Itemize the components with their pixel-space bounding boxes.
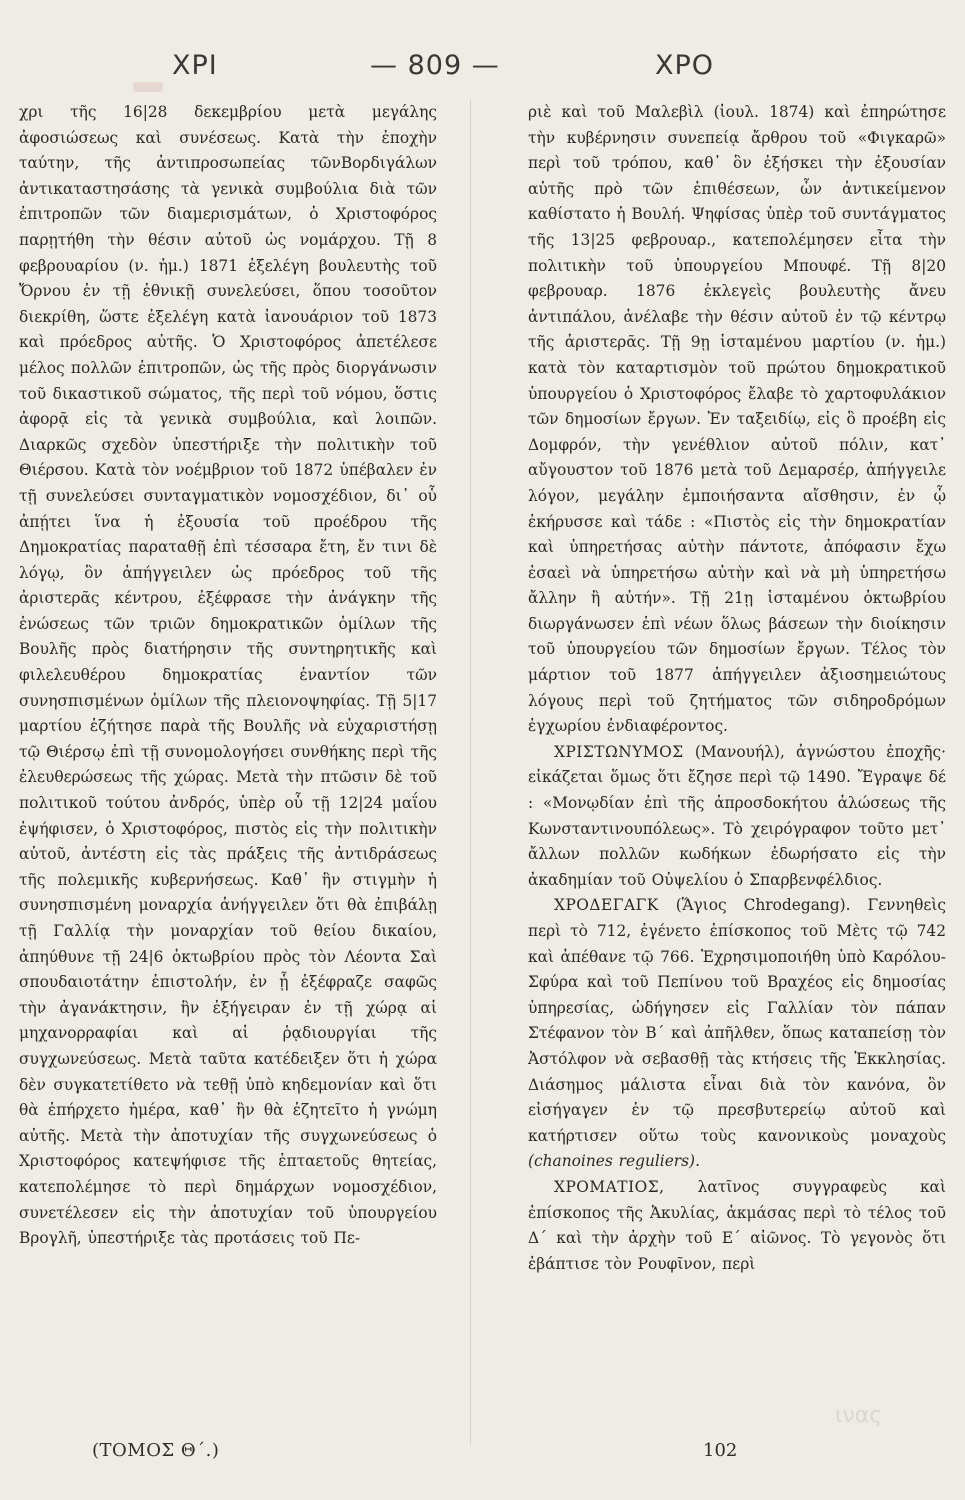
library-stamp: [133, 82, 163, 92]
entry-body: (Ἅγιος Chrodegang). Γεννηθεὶς περὶ τὸ 712, ἐγένετο ἐπίσκοπος τοῦ Μὲτς τῷ 742 καὶ ἀπέθανε τῷ 766. Ἐχρησιμοποιήθη ὑπὸ Καρόλου-Σφύρα καὶ τοῦ Πεπίνου τοῦ Βραχέος εἰς δημοσίας ὑπηρεσίας, ὡδήγησεν εἰς Γαλλίαν τὸν πάπαν Στέφανον τὸν Β΄ καὶ ἀπῆλθεν, ὅπως καταπείσῃ τὸν Ἀστόλφον νὰ σεβασθῇ τὰς κτήσεις τῆς Ἐκκλησίας. Διάσημος μάλιστα εἶναι διὰ τὸν κανόνα, ὃν εἰσήγαγεν ἐν τῷ πρεσβυτερείῳ αὐτοῦ καὶ κατήρτισεν οὕτω τοὺς κανονικοὺς μοναχοὺς: [528, 896, 946, 1145]
headword: ΧΡΟΔΕΓΑΓΚ: [554, 896, 659, 915]
entry-chrodegang: [528, 893, 946, 1175]
left-column-text: χρι τῆς 16|28 δεκεμβρίου μετὰ μεγάλης ἀφοσιώσεως καὶ συνέσεως. Κατὰ τὴν ἐποχὴν ταύτην, τῆς ἀντιπροσωπείας τῶνΒορδιγάλων ἀντικαταστησάσης τὰ γενικὰ συμβούλια διὰ τῶν ἐπιτροπῶν τῶν διαμερισμάτων, ὁ Χριστοφόρος παρῃτήθη τὴν θέσιν αὐτοῦ ὡς νομάρχου. Τῇ 8 φεβρουαρίου (ν. ἡμ.) 1871 ἐξελέγη βουλευτὴς τοῦ Ὄρνου ἐν τῇ ἐθνικῇ συνελεύσει, ὅπου τοσοῦτον διεκρίθη, ὥστε ἐξελέγη κατὰ ἰανουάριον τοῦ 1873 καὶ πρόεδρος αὐτῆς. Ὁ Χριστοφόρος ἀπετέλεσε μέλος πολλῶν ἐπιτροπῶν, ὡς τῆς πρὸς διοργάνωσιν τοῦ δικαστικοῦ σώματος, τῆς περὶ τοῦ νόμου, ὅστις ἀφορᾷ εἰς τὰ γενικὰ συμβούλια, καὶ λοιπῶν. Διαρκῶς σχεδὸν ὑπεστήριξε τὴν πολιτικὴν τοῦ Θιέρσου. Κατὰ τὸν νοέμβριον τοῦ 1872 ὑπέβαλεν ἐν τῇ συνελεύσει συνταγματικὸν νομοσχέδιον, δι᾽ οὗ ἀπῄτει ἵνα ἡ ἐξουσία τοῦ προέδρου τῆς Δημοκρατίας παραταθῇ ἐπὶ τέσσαρα ἔτη, ἔν τινι δὲ λόγῳ, ὃν ἀπήγγειλεν ὡς πρόεδρος τοῦ τῆς ἀριστερᾶς κέντρου, ἐξέφρασε τὴν ἀνάγκην τῆς ἑνώσεως τῶν τριῶν δημοκρατικῶν ὁμίλων τῆς Βουλῆς πρὸς διατήρησιν τῆς συντηρητικῆς καὶ φιλελευθέρου δημοκρατίας ἐναντίον τῶν συνησπισμένων ὁμίλων τῆς πλειονοψηφίας. Τῇ 5|17 μαρτίου ἐζήτησε παρὰ τῆς Βουλῆς νὰ εὐχαριστήσῃ τῷ Θιέρσῳ ἐπὶ τῇ συνομολογήσει συνθήκης περὶ τῆς ἐλευθερώσεως τῆς χώρας. Μετὰ τὴν πτῶσιν δὲ τοῦ πολιτικοῦ τούτου ἀνδρός, ὑπὲρ οὗ τῇ 12|24 μαΐου ἐψήφισεν, ὁ Χριστοφόρος, πιστὸς εἰς τὴν πολιτικὴν αὐτοῦ, ἀντέστη εἰς τὰς πράξεις τῆς ἀντιδράσεως τῆς πολεμικῆς κυβερνήσεως. Καθ᾽ ἣν στιγμὴν ἡ συνησπισμένη μοναρχία ἀνήγγειλεν ὅτι θὰ ἐπιβάλῃ τῇ Γαλλίᾳ τὴν μοναρχίαν τοῦ θείου δικαίου, ἀπηύθυνε τῇ 24|6 ὀκτωβρίου πρὸς τὸν Λέοντα Σαὶ σπουδαιοτάτην ἐπιστολήν, ἐν ᾗ ἐξέφραζε σαφῶς τὴν ἀγανάκτησιν, ἣν ἐξήγειραν ἐν τῇ χώρᾳ αἱ μηχανορραφίαι καὶ αἱ ῥᾳδιουργίαι τῆς συγχωνεύσεως. Μετὰ ταῦτα κατέδειξεν ὅτι ἡ χώρα δὲν συγκατετίθετο νὰ τεθῇ ὑπὸ κηδεμονίαν καὶ ὅτι θὰ ἐπήρχετο ἡμέρα, καθ᾽ ἣν θὰ ἐζητεῖτο ἡ γνώμη αὐτῆς. Μετὰ τὴν ἀποτυχίαν τῆς συγχωνεύσεως ὁ Χριστοφόρος κατεψήφισε τῆς ἑπταετοῦς θητείας, κατεπολέμησε τὸ περὶ δημάρχων νομοσχέδιον, συνετέλεσεν εἰς τὴν ἀποτυχίαν τοῦ ὑπουργείου Βρογλῆ, ὑπεστήριξε τὰς προτάσεις τοῦ Πε-: [19, 103, 437, 1248]
entry-body: λατῖνος συγγραφεὺς καὶ ἐπίσκοπος τῆς Ἀκυλίας, ἀκμάσας περὶ τὸ τέλος τοῦ Δ΄ καὶ τὴν ἀρχὴν τοῦ Ε΄ αἰῶνος. Τὸ γεγονὸς ὅτι ἐβάπτισε τὸν Ρουφῖνον, περὶ: [528, 1177, 946, 1273]
running-head-right: ΧΡΟ: [655, 50, 715, 81]
entry-continuation: ριὲ καὶ τοῦ Μαλεβὶλ (ἰουλ. 1874) καὶ ἐπηρώτησε τὴν κυβέρνησιν συνεπείᾳ ἄρθρου τοῦ «Φιγκαρῶ» περὶ τοῦ τρόπου, καθ᾽ ὃν ἐξήσκει τὴν ἐξουσίαν αὐτῆς πρὸ τῶν ἐπιθέσεων, ὧν ἀντικείμενον καθίστατο ἡ Βουλή. Ψηφίσας ὑπὲρ τοῦ συντάγματος τῆς 13|25 φεβρουαρ., κατεπολέμησεν εἶτα τὴν πολιτικὴν τοῦ ὑπουργείου Μπουφέ. Τῇ 8|20 φεβρουαρ. 1876 ἐκλεγεὶς βουλευτὴς ἄνευ ἀντιπάλου, ἀνέλαβε τὴν θέσιν αὐτοῦ ἐν τῷ κέντρῳ τῆς ἀριστερᾶς. Τῇ 9ῃ ἱσταμένου μαρτίου (ν. ἡμ.) κατὰ τὸν καταρτισμὸν τοῦ πρώτου δημοκρατικοῦ ὑπουργείου ὁ Χριστοφόρος ἔλαβε τὸ χαρτοφυλάκιον τῶν δημοσίων ἔργων. Ἐν ταξειδίῳ, εἰς ὃ προέβη εἰς Δομφρόν, τὴν γενέθλιον αὐτοῦ πόλιν, κατ᾽ αὔγουστον τοῦ 1876 μετὰ τοῦ Δεμαρσέρ, ἀπήγγειλε λόγον, μεγάλην ἐμποιήσαντα αἴσθησιν, ἐν ᾧ ἐκήρυσσε καὶ τάδε : «Πιστὸς εἰς τὴν δημοκρατίαν καὶ ὑπηρετήσας αὐτὴν πάντοτε, ἀπόφασιν ἔχω ἐσαεὶ νὰ ὑπηρετήσω αὐτὴν καὶ νὰ μὴ ὑπηρετήσω ἄλλην ἢ αὐτήν». Τῇ 21ῃ ἱσταμένου ὀκτωβρίου διωργάνωσεν ἐπὶ νέων ὅλως βάσεων τὴν διοίκησιν τοῦ ὑπουργείου τῶν δημοσίων ἔργων. Τέλος τὸν μάρτιον τοῦ 1877 ἀπήγγειλεν ἀξιοσημειώτους λόγους περὶ τοῦ ζητήματος τῶν σιδηροδρόμων ἐγχωρίου ἐνδιαφέροντος.: [528, 103, 946, 736]
right-column: [528, 100, 946, 1277]
volume-signature: (ΤΟΜΟΣ Θ΄.): [92, 1440, 220, 1461]
headword: ΧΡΟΜΑΤΙΟΣ,: [554, 1177, 665, 1196]
running-head-left: ΧΡΙ: [172, 50, 218, 81]
headword: ΧΡΙΣΤΩΝΥΜΟΣ: [554, 742, 684, 761]
signature-number: 102: [703, 1440, 738, 1461]
left-column: [19, 100, 437, 1252]
watermark: ινας: [835, 1403, 883, 1428]
column-gutter: [470, 100, 471, 1445]
latin-term: (chanoines reguliers).: [528, 1152, 700, 1171]
entry-body: (Μανουήλ), ἀγνώστου ἐποχῆς· εἰκάζεται ὅμως ὅτι ἔζησε περὶ τῷ 1490. Ἔγραψε δέ : «Μονῳδίαν ἐπὶ τῆς ἀπροσδοκήτου ἁλώσεως τῆς Κωνσταντινουπόλεως». Τὸ χειρόγραφον τοῦτο μετ᾽ ἄλλων πολλῶν κωδήκων ἐδωρήσατο εἰς τὴν ἀκαδημίαν τοῦ Οὐψελίου ὁ Σπαρβενφέλδιος.: [528, 742, 946, 889]
entry-chromatios: [528, 1175, 946, 1277]
page-number: — 809 —: [370, 50, 500, 81]
entry-christonymos: [528, 740, 946, 894]
